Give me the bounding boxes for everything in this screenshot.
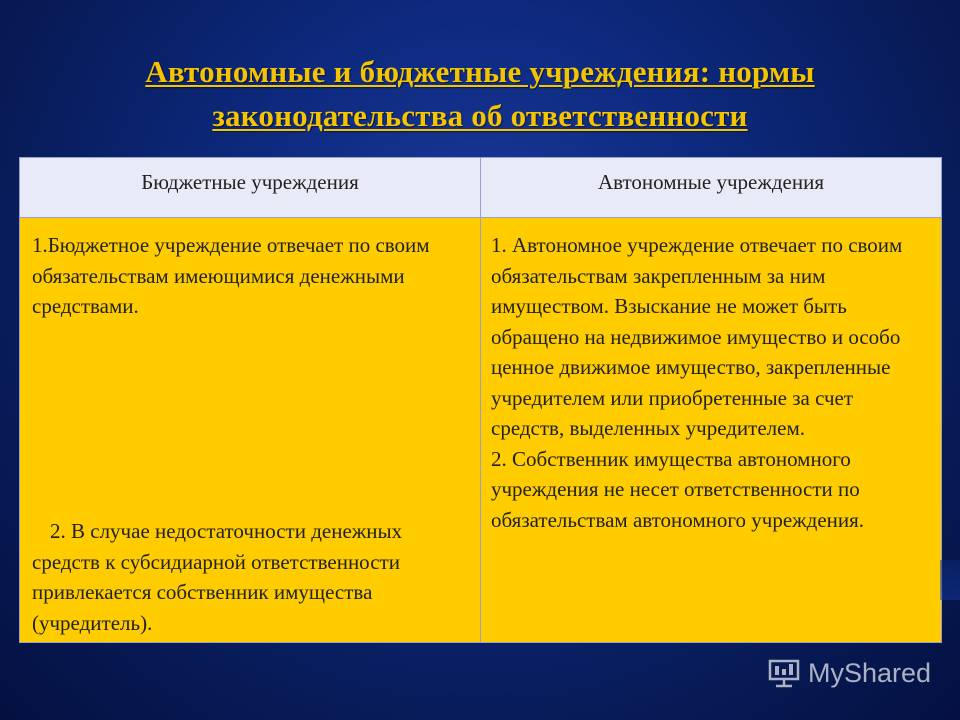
budget-point-1: 1.Бюджетное учреждение отвечает по своим обязательствам имеющимися денежными средствами. — [32, 233, 430, 318]
budget-cell — [20, 218, 481, 643]
budget-point-2: 2. В случае недостаточности денежных средств к субсидиарной ответственности привлекается собственник имущества (учредитель). — [32, 519, 403, 635]
comparison-table — [19, 157, 942, 643]
autonomous-cell — [481, 218, 942, 643]
slide-title — [40, 50, 920, 138]
title-line-1: Автономные и бюджетные учреждения: нормы — [145, 54, 815, 89]
table-header-row — [20, 158, 942, 218]
header-budget: Бюджетные учреждения — [20, 158, 481, 218]
table-row — [20, 218, 942, 643]
presentation-icon — [766, 655, 802, 691]
decorative-edge — [940, 560, 960, 600]
title-line-2: законодательства об ответственности — [212, 98, 748, 133]
autonomous-point-1: 1. Автономное учреждение отвечает по своим обязательствам закрепленным за ним имуществом. Взыскание не может быть обращено на недвижимое имущество и особо ценное движимое имущество, закрепленные учредителем или приобретенные за счет средств, выделенных учредителем. — [491, 233, 903, 440]
budget-point-2-block — [32, 516, 472, 638]
header-autonomous: Автономные учреждения — [481, 158, 942, 218]
watermark-text: MyShared — [808, 657, 932, 688]
watermark-logo — [766, 655, 931, 691]
autonomous-point-2: 2. Собственник имущества автономного учреждения не несет ответственности по обязательствам автономного учреждения. — [491, 446, 865, 532]
